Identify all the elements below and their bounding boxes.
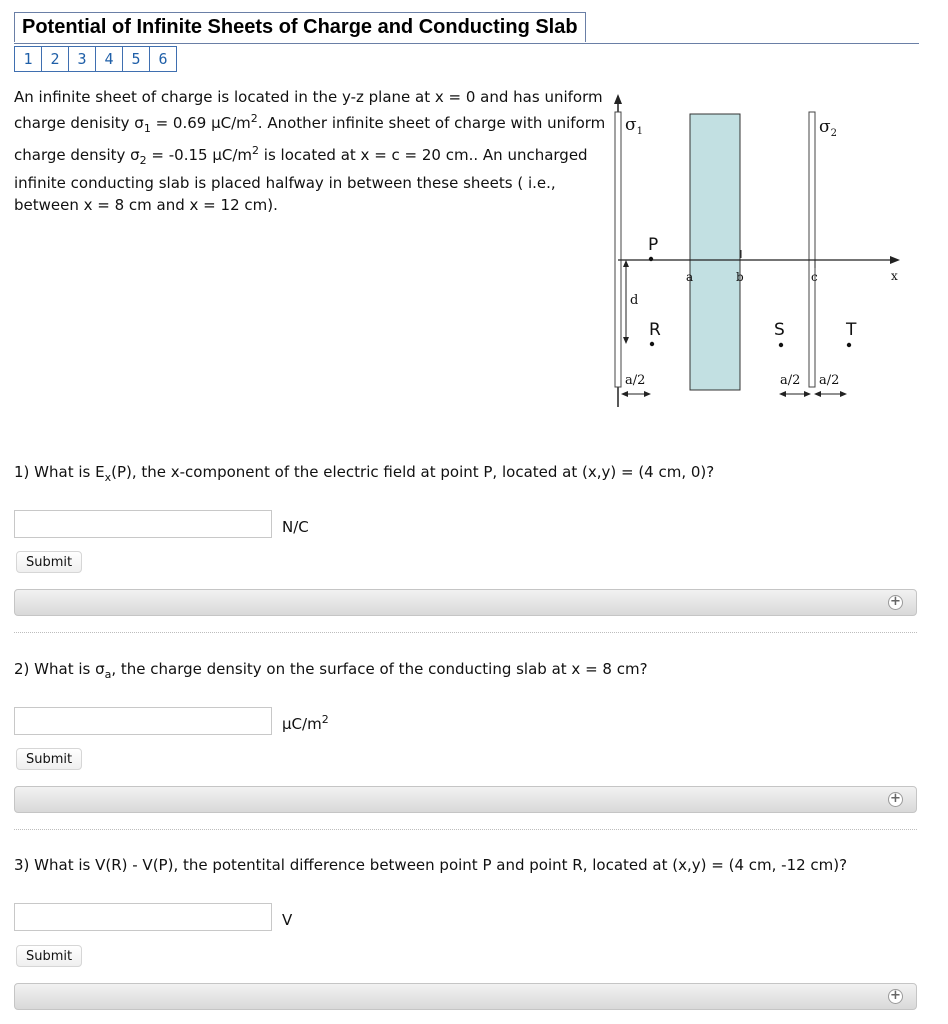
question-1: 1) What is $E_x(P)$, the x-component of the electric field at point P, located at (x,y) = (4 cm, 0)? (14, 463, 715, 484)
feedback-bar-2 (14, 786, 917, 813)
d-arrow-up-icon (623, 260, 629, 267)
label-T: T (846, 320, 857, 340)
page-tab-6[interactable]: 6 (149, 46, 177, 72)
answer-input-2[interactable] (14, 707, 272, 735)
label-a: a (686, 270, 694, 284)
intro-line-4: infinite conducting slab is placed halfway in between these sheets ( i.e., (14, 174, 556, 192)
label-half-a-1: a/2 (625, 373, 646, 388)
label-R: R (649, 320, 661, 340)
label-half-a-3: a/2 (819, 373, 840, 388)
problem-statement (14, 86, 614, 216)
arrow-right-icon (804, 391, 811, 397)
submit-button-1[interactable]: Submit (16, 551, 82, 573)
answer-input-1[interactable] (14, 510, 272, 538)
d-arrow-down-icon (623, 337, 629, 344)
y-axis-arrow-icon (614, 94, 622, 104)
sheets-diagram (608, 92, 908, 412)
sigma2-label: $\sigma_2$ (819, 117, 837, 139)
intro-line-2: charge denisity $\sigma_1 = 0.69$ $\mu C/m^2$. Another infinite sheet of charge with uniform (14, 112, 606, 135)
page-tabs (14, 46, 176, 72)
arrow-left-icon (814, 391, 821, 397)
label-x: x (891, 269, 898, 283)
label-d: d (630, 293, 639, 308)
arrow-right-icon (840, 391, 847, 397)
point-R (650, 342, 654, 346)
unit-3: V (282, 911, 293, 929)
expand-plus-icon[interactable]: + (888, 595, 903, 610)
label-b: b (736, 270, 744, 284)
conducting-slab (690, 114, 740, 390)
intro-line-1: An infinite sheet of charge is located in the y-z plane at x = 0 and has uniform (14, 88, 603, 106)
title-bar (14, 12, 919, 44)
arrow-left-icon (779, 391, 786, 397)
intro-line-3: charge density $\sigma_2 = -0.15$ $\mu C/m^2$ is located at x = c = 20 cm.. An uncharged (14, 144, 588, 167)
page-title: Potential of Infinite Sheets of Charge and Conducting Slab (14, 12, 586, 42)
sheet-2 (809, 112, 815, 387)
page-tab-4[interactable]: 4 (95, 46, 123, 72)
label-c: c (811, 270, 818, 284)
x-axis-arrow-icon (890, 256, 900, 264)
divider (14, 829, 917, 830)
divider (14, 632, 917, 633)
point-S (779, 343, 783, 347)
page-tab-2[interactable]: 2 (41, 46, 69, 72)
feedback-bar-1 (14, 589, 917, 616)
label-P: P (648, 235, 659, 255)
submit-button-2[interactable]: Submit (16, 748, 82, 770)
expand-plus-icon[interactable]: + (888, 792, 903, 807)
page-tab-5[interactable]: 5 (122, 46, 150, 72)
feedback-bar-3 (14, 983, 917, 1010)
sigma1-label: $\sigma_1$ (625, 115, 643, 137)
arrow-left-icon (621, 391, 628, 397)
label-S: S (774, 320, 785, 340)
point-T (847, 343, 851, 347)
unit-2: $\mu C/m^2$ (282, 713, 329, 733)
sheet-1 (615, 112, 621, 387)
answer-input-3[interactable] (14, 903, 272, 931)
unit-1: N/C (282, 518, 309, 536)
question-2: 2) What is $\sigma_a$, the charge density on the surface of the conducting slab at x = 8 cm? (14, 660, 648, 681)
arrow-right-icon (644, 391, 651, 397)
page-tab-1[interactable]: 1 (14, 46, 42, 72)
label-half-a-2: a/2 (780, 373, 801, 388)
expand-plus-icon[interactable]: + (888, 989, 903, 1004)
page-tab-3[interactable]: 3 (68, 46, 96, 72)
point-P (649, 257, 653, 261)
question-3: 3) What is V(R) - V(P), the potentital difference between point P and point R, located at (x,y) = (4 cm, -12 cm)? (14, 856, 848, 874)
submit-button-3[interactable]: Submit (16, 945, 82, 967)
intro-line-5: between x = 8 cm and x = 12 cm). (14, 196, 278, 214)
